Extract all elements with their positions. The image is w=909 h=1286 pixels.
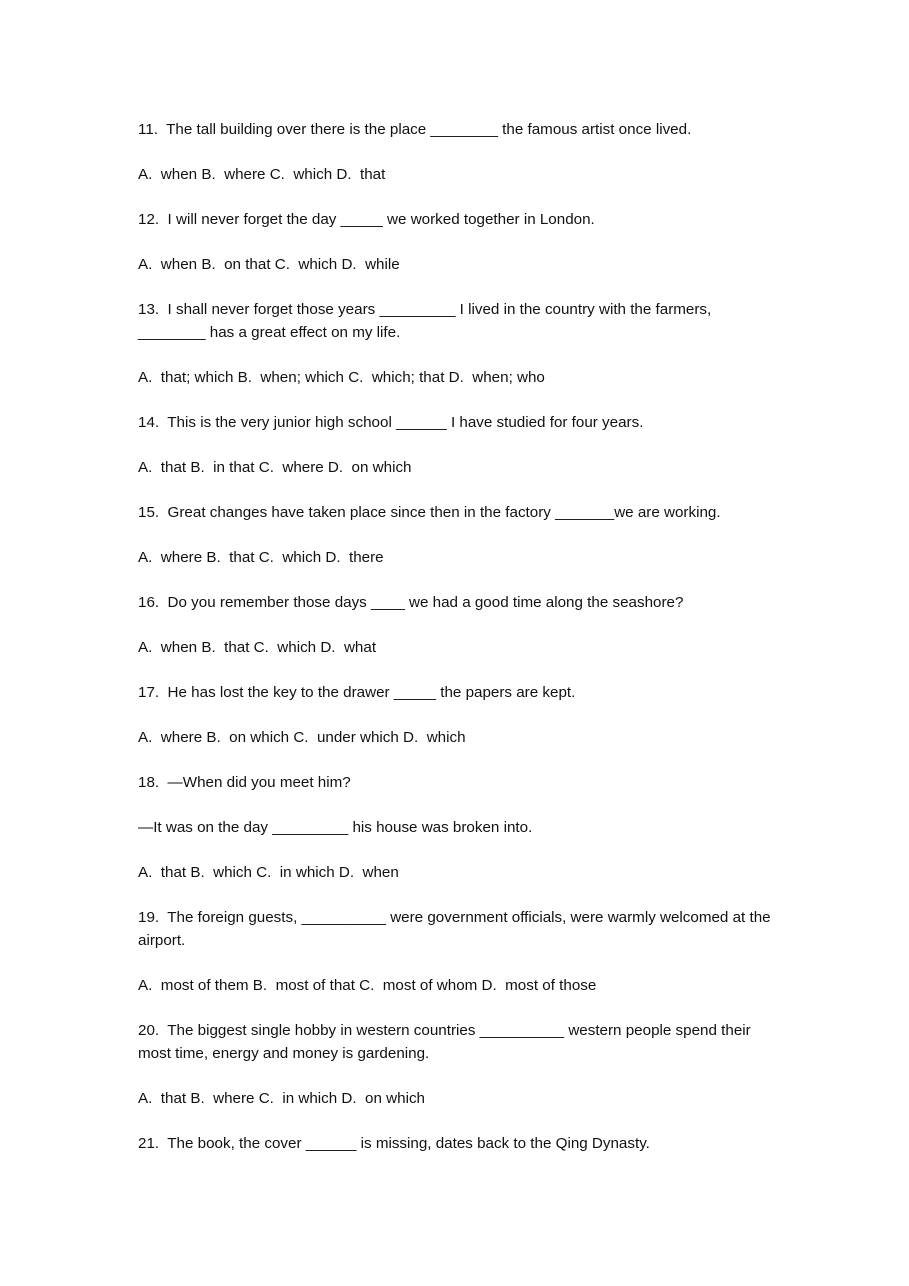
answer-options: A. most of them B. most of that C. most of whom D. most of those	[138, 977, 597, 994]
answer-options: A. where B. that C. which D. there	[138, 549, 384, 566]
question-text: 17. He has lost the key to the drawer _____ the papers are kept.	[138, 684, 576, 701]
question-21	[138, 1132, 779, 1155]
answer-options: A. when B. that C. which D. what	[138, 639, 377, 656]
answer-options: A. when B. where C. which D. that	[138, 166, 386, 183]
question-text: 15. Great changes have taken place since then in the factory _______we are working.	[138, 504, 721, 521]
question-text: 21. The book, the cover ______ is missing, dates back to the Qing Dynasty.	[138, 1135, 650, 1152]
question-17	[138, 681, 779, 749]
answer-options: A. that B. where C. in which D. on which	[138, 1090, 425, 1107]
question-19	[138, 906, 779, 997]
answer-options: A. where B. on which C. under which D. which	[138, 729, 466, 746]
answer-options: A. that; which B. when; which C. which; that D. when; who	[138, 369, 545, 386]
answer-options: A. when B. on that C. which D. while	[138, 256, 400, 273]
answer-options: A. that B. in that C. where D. on which	[138, 459, 412, 476]
question-text: 19. The foreign guests, __________ were government officials, were warmly welcomed at the airport.	[138, 909, 775, 949]
question-text: 16. Do you remember those days ____ we had a good time along the seashore?	[138, 594, 684, 611]
question-20	[138, 1019, 779, 1110]
question-14	[138, 411, 779, 479]
question-text: 13. I shall never forget those years _________ I lived in the country with the farmers, ________ has a great effect on my life.	[138, 301, 716, 341]
question-16	[138, 591, 779, 659]
question-text: 20. The biggest single hobby in western countries __________ western people spend their most time, energy and money is gardening.	[138, 1022, 755, 1062]
question-12	[138, 208, 779, 276]
question-text: 18. —When did you meet him?	[138, 774, 351, 791]
question-text: 12. I will never forget the day _____ we worked together in London.	[138, 211, 595, 228]
question-18	[138, 771, 779, 884]
question-13	[138, 298, 779, 389]
question-15	[138, 501, 779, 569]
question-text: 11. The tall building over there is the place ________ the famous artist once lived.	[138, 121, 692, 138]
question-text: 14. This is the very junior high school ______ I have studied for four years.	[138, 414, 644, 431]
question-reply-text: —It was on the day _________ his house was broken into.	[138, 819, 533, 836]
answer-options: A. that B. which C. in which D. when	[138, 864, 399, 881]
question-11	[138, 118, 779, 186]
